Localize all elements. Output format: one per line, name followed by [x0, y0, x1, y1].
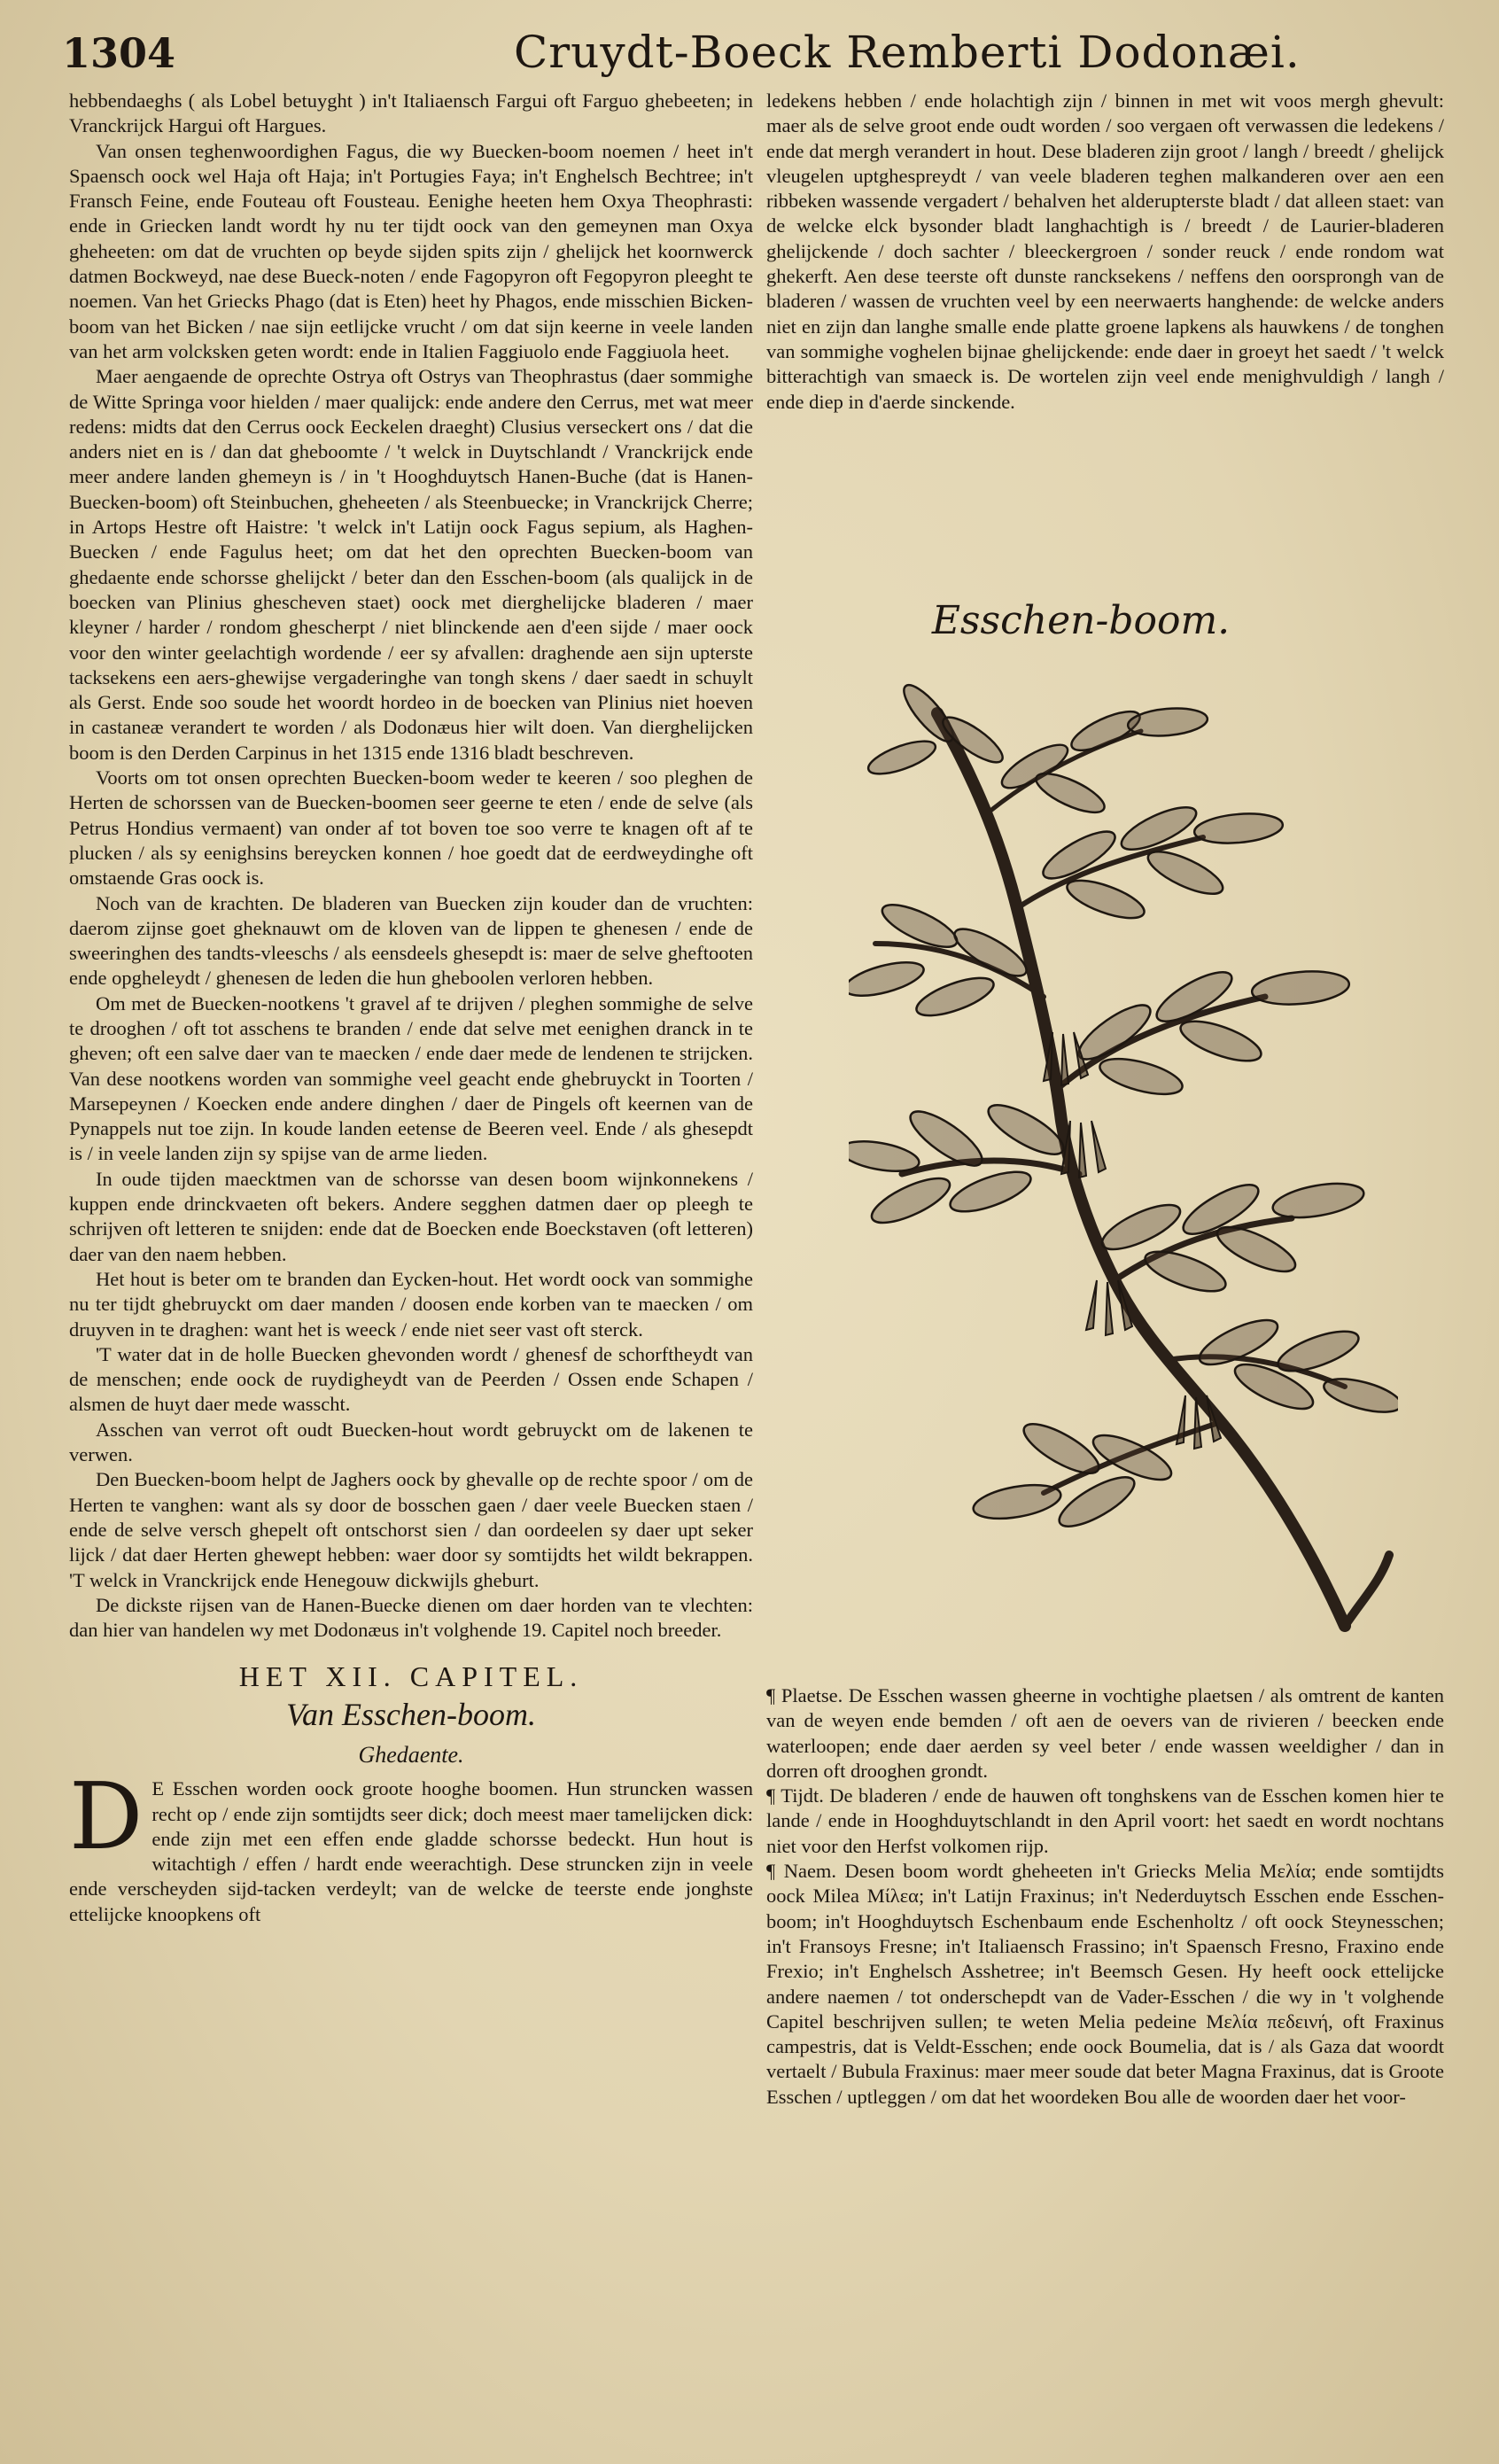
- section-label: Ghedaente.: [358, 1742, 464, 1768]
- page-header: [62, 27, 1437, 89]
- section-naem: ¶ Naem. Desen boom wordt gheheeten in't Griecks Melia Μελία; ende somtijdts oock Milea Μίλεα; in't Latijn Fraxinus; in't Nederduytsch Esschen ende Esschen-boom; in't Hooghduytsch Eschenbaum ende Eschenholtz / oft oock Steynesschen; in't Fransoys Fresne; in't Italiaensch Frassino; in't Spaensch Fresno, Fraxino ende Frexio; in't Enghelsch Asshetree; in't Beemsch Gesen. Hy heeft oock ettelijcke andere naemen / tot onderschepdt van de Vader-Esschen / die wy in 't volghende Capitel beschrijven sullen; te weten Melia pedeine Μελία πεδεινή, oft Fraxinus campestris, dat is Veldt-Esschen; ende oock Boumelia, dat is / als Gaza dat woordt vertaelt / Bubula Fraxinus: maer meer soude dat beter Magna Fraxinus, dat is Groote Esschen / uptleggen / om dat het woordeken Bou alle de woorden daer het voor-: [766, 1860, 1444, 2108]
- left-paragraph: Noch van de krachten. De bladeren van Buecken zijn kouder dan de vruchten: daerom zijnse goet gheknauwt om de kloven van de lippen te ghenesen / ende de sweeringhen des tandts-vleeschs / als eensdeels ghesepdt is: maer de selve gheftooten ende opgheleydt / ghenesen de leden die hun gheboolen verloren hebben.: [69, 891, 753, 990]
- left-paragraph: In oude tijden maecktmen van de schorsse van desen boom wijnkonnekens / kuppen ende drinckvaeten oft bekers. Andere segghen datmen daer op pleegh te schrijven oft letteren te snijden: ende dat de Boecken ende Boeckstaven (oft letteren) daer van den naem hebben.: [69, 1167, 753, 1265]
- right-column-bottom: [766, 1683, 1444, 2110]
- running-title: Cruydt-Boeck Remberti Dodonæi.: [514, 27, 1301, 78]
- drop-cap: D: [69, 1762, 144, 1871]
- left-paragraph: Om met de Buecken-nootkens 't gravel af te drijven / pleghen sommighe de selve te drooghen / oft tot asschens te branden / ende dat selve met eenighen dranck in te gheven; oft een salve daer van te maecken / ende daer mede de lendenen te strijcken. Van dese nootkens worden van sommighe veel geacht ende ghebruyckt in Toorten / Marsepeynen / Koecken ende andere dinghen / daer de Pingels oft keernen van de Pynappels nut toe zijn. In koude landen eetense de Beeren veel. Ende / als ghesepdt is / in veele landen zijn sy spijse van de arme lieden.: [69, 991, 753, 1165]
- chapter-title: Van Esschen-boom.: [286, 1696, 536, 1732]
- figure-caption: Esschen-boom.: [931, 598, 1231, 643]
- left-paragraph: hebbendaeghs ( als Lobel betuyght ) in't Italiaensch Fargui oft Farguo ghebeeten; in Vranckrijck Hargui oft Hargues.: [69, 89, 753, 137]
- left-column: [69, 89, 753, 1927]
- section-tijdt: ¶ Tijdt. De bladeren / ende de hauwen oft tonghskens van de Esschen komen hier te lande / ende in Hooghduytschlandt in den April voort: het saedt en wordt nochtans niet voor den Herfst volkomen rijp.: [766, 1784, 1444, 1857]
- left-paragraph: Het hout is beter om te branden dan Eycken-hout. Het wordt oock van sommighe nu ter tijdt ghebruyckt om daer manden / doosen ende korben van te maecken / om druyven in te draghen: want het is weeck / ende niet seer vast oft sterck.: [69, 1267, 753, 1341]
- left-paragraph: Voorts om tot onsen oprechten Buecken-boom weder te keeren / soo pleghen de Herten de schorssen van de Buecken-boomen seer geerne te eten / ende de selve (als Petrus Hondius vermaent) van onder af tot boven toe soo verre te knagen oft af te plucken / als sy eenighsins bereycken konnen / hoe goedt dat de eerdweydinghe oft omstaende Gras oock is.: [69, 766, 753, 890]
- left-paragraph: Maer aengaende de oprechte Ostrya oft Ostrys van Theophrastus (daer sommighe de Witte Springa voor hielden / maer qualijck: ende andere den Cerrus, met wat meer redens: midts dat den Cerrus oock Eeckelen draeght) Clusius verseckert ons / dat die anders niet en is / dan dat gheboomte / 't welck in Duytschlandt / Vranckrijck ende meer andere landen ghemeyn is / in 't Hooghduytsch Hanen-Buche (dat is Hanen-Buecken-boom) oft Steinbuchen, gheheeten / als Steenbuecke; in Vranckrijck Cherre; in Artops Hestre oft Haistre: 't welck in't Latijn oock Fagus sepium, als Haghen-Buecken / ende Fagulus heet; om dat het den oprechten Buecken-boom van ghedaente ende schorsse ghelijckt / beter dan den Esschen-boom (als qualijck in de boecken van Plinius ghescheven staet) oock met dierghelijcke bladeren / maer kleyner / harder / rondom ghescherpt / niet blinckende aen d'een sijde / maer oock voor den winter geelachtigh wordende / eer sy afvallen: draghende aen sijn upterste tacksekens een aers-ghewijse vergaderinghe van tongh skens / daer saedt in schuylt als Gerst. Ende soo soude het woordt hordeo in de boecken van Plinius niet hoeven in castaneæ verandert te worden / als Dodonæus hier wilt doen. Van dierghelijcken boom is den Derden Carpinus in het 1315 ende 1316 bladt beschreven.: [69, 365, 753, 764]
- chapter-opening-text: E Esschen worden oock groote hooghe boomen. Hun struncken wassen recht op / ende zijn somtijdts seer dick; doch meest maer tamelijcken dick: ende zijn met een effen ende gladde schorsse bedeckt. Hun hout is witachtigh / effen / hardt ende weerachtigh. Dese struncken zijn in veele ende verscheyden sijd-tacken verdeylt; van de welcke de teerste ende jonghste ettelijcke knoopkens oft: [69, 1777, 753, 1925]
- chapter-heading: HET XII. CAPITEL.: [238, 1660, 584, 1693]
- left-paragraph: 'T water dat in de holle Buecken ghevonden wordt / ghenesf de schorftheydt van de menschen; ende oock de ruydigheydt van de Peerden / Ossen ende Schapen / alsmen de huyt daer mede wasscht.: [69, 1342, 753, 1416]
- right-paragraph: ledekens hebben / ende holachtigh zijn / binnen in met wit voos mergh ghevult: maer als de selve groot ende oudt worden / soo vergaen oft verwassen die ledekens / ende dat mergh verandert in hout. Dese bladeren zijn groot / langh / breedt / ghelijck vleugelen uptghespreydt / van veele bladeren teghen malkanderen over aen een ribbeken wassende vergadert / behalven het alderupterste bladt / dat alleen staet: van de welcke elck bysonder bladt langhachtigh is / breedt / de Laurier-bladeren ghelijckende / doch sachter / bleeckergroen / sonder reuck / ende rondom wat ghekerft. Aen dese teerste oft dunste rancksekens / neffens den oorsprongh van de bladeren / wassen de vruchten veel by een neerwaerts hanghende: de welcke anders niet en zijn dan langhe smalle ende platte groene lapkens als hauwkens / de tonghen van sommighe voghelen bijnae ghelijckende: ende daer in groeyt het saedt / 't welck bitterachtigh van smaeck is. De wortelen zijn veel ende menighvuldigh / langh / ende diep in d'aerde sinckende.: [766, 89, 1444, 413]
- left-paragraph: Van onsen teghenwoordighen Fagus, die wy Buecken-boom noemen / heet in't Spaensch oock wel Haja oft Haja; in't Portugies Faya; in't Enghelsch Bechtree; in't Fransch Feine, ende Fouteau oft Fousteau. Eenighe heeten hem Oxya Theophrasti: ende in Griecken landt wordt hy nu ter tijdt oock van den gemeynen man Oxya gheheeten: om dat de vruchten op beyde sijden spits zijn / ghelijck het koornwerck datmen Bockweyd, nae dese Bueck-noten / ende Fagopyron oft Fegopyron pleeght te noemen. Van het Griecks Phago (dat is Eten) heet hy Phagos, ende misschien Bicken-boom van het Bicken / nae sijn eetlijcke vrucht / om dat sijn keerne in veele landen van het arm volcksken geten wordt: ende in Italien Faggiuolo ende Faggiuola heet.: [69, 139, 753, 362]
- left-paragraph: De dickste rijsen van de Hanen-Buecke dienen om daer horden van te vlechten: dan hier van handelen wy met Dodonæus in't volghende 19. Capitel noch breeder.: [69, 1593, 753, 1642]
- page-number: 1304: [62, 29, 176, 77]
- right-column-top: [766, 89, 1444, 415]
- ash-tree-woodcut: [849, 660, 1398, 1661]
- section-plaetse: ¶ Plaetse. De Esschen wassen gheerne in vochtighe plaetsen / als omtrent de kanten van de weyen ende bemden / oft aen de oevers van de rivieren / beecken ende waterloopen; ende daer aerden sy veel beter / ende wassen weeldigher / dan in dorren oft drooghen grondt.: [766, 1684, 1444, 1782]
- left-paragraph: Den Buecken-boom helpt de Jaghers oock by ghevalle op de rechte spoor / om de Herten te vanghen: want als sy door de bosschen gaen / daer veele Buecken staen / ende de selve versch ghepelt oft ontschorst sien / dan oordeelen sy daer upt seker lijck / dat daer Herten ghewept hebben: waer door sy somtijdts het wildt bekrappen. 'T welck in Vranckrijck ende Henegouw dickwijls gheburt.: [69, 1468, 753, 1591]
- left-paragraph: Asschen van verrot oft oudt Buecken-hout wordt gebruyckt om de lakenen te verwen.: [69, 1418, 753, 1466]
